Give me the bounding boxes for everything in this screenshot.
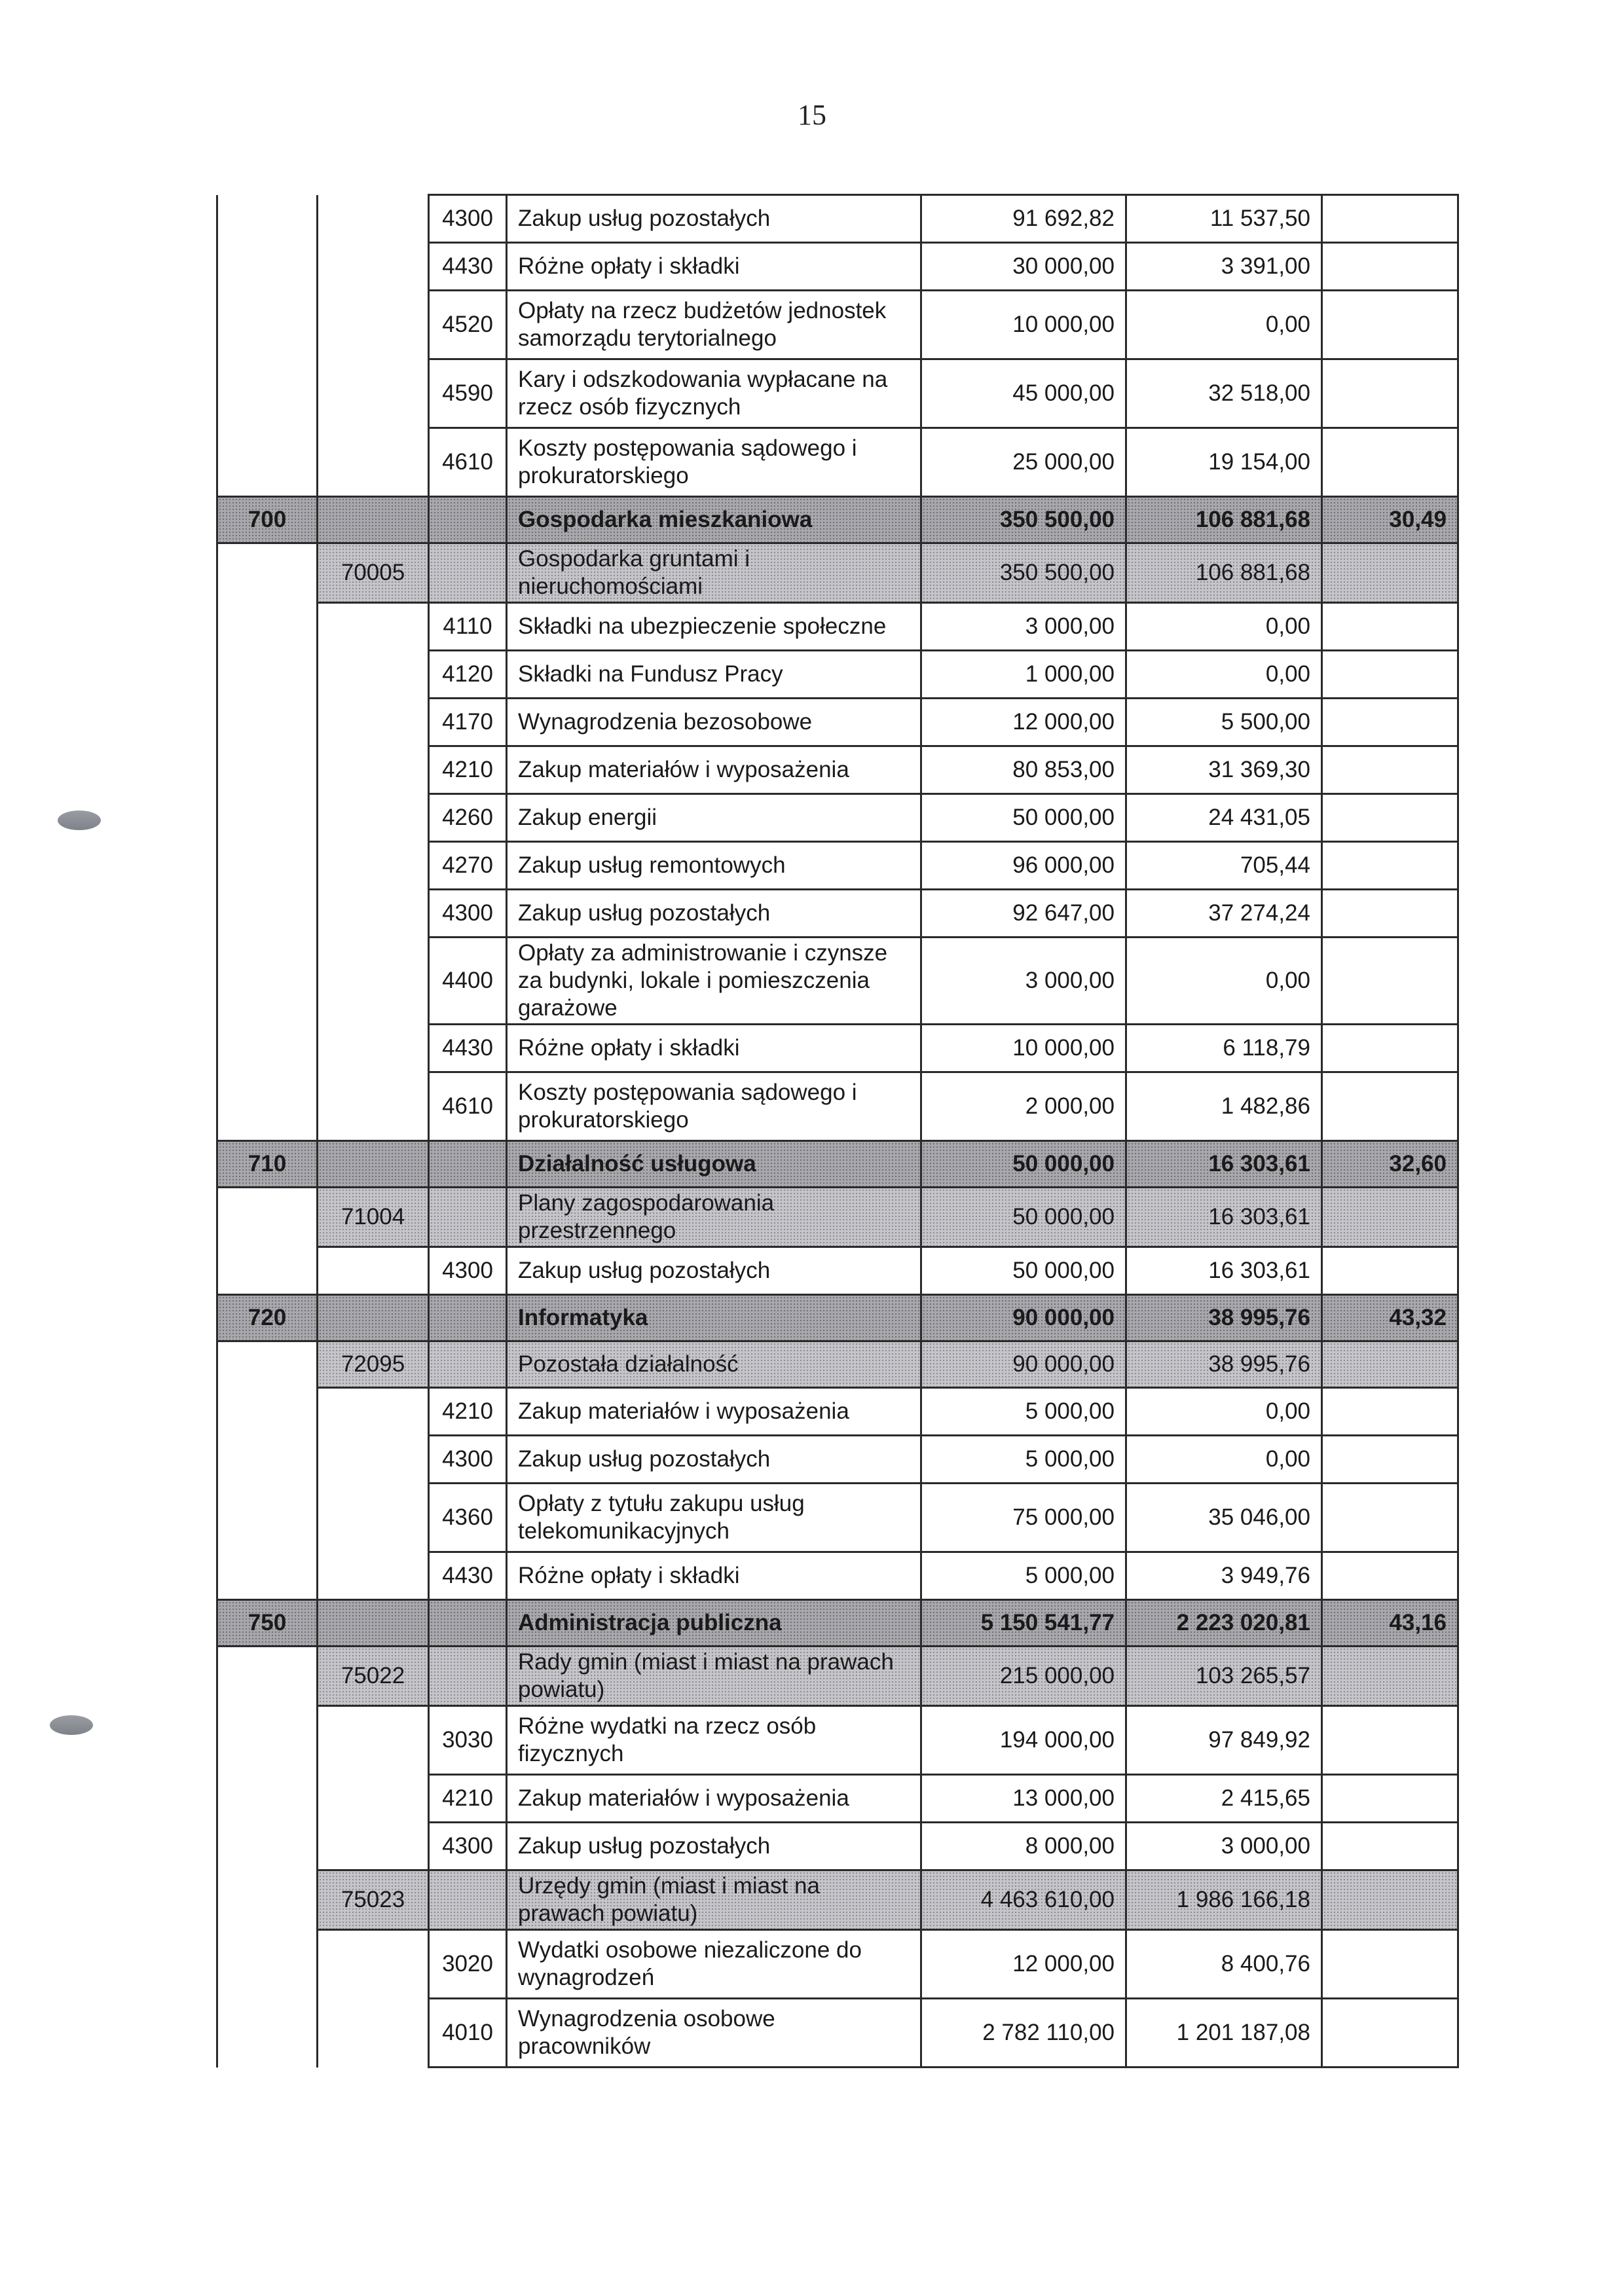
- rozdzial-name: Rady gmin (miast i miast na prawach powiatu): [507, 1647, 921, 1706]
- item-name: Wynagrodzenia osobowe pracowników: [507, 1999, 921, 2068]
- rozdzial-code: 75023: [318, 1870, 429, 1930]
- dzial-cell-empty: [217, 1484, 318, 1552]
- rozdzial-cell-empty: [318, 1295, 429, 1341]
- plan-amount: 90 000,00: [921, 1295, 1126, 1341]
- execution-amount: 11 537,50: [1126, 195, 1322, 243]
- rozdzial-cell-empty: [318, 1823, 429, 1870]
- paragraph-cell-empty: [429, 1141, 507, 1188]
- percent-cell: [1322, 359, 1458, 428]
- plan-amount: 12 000,00: [921, 699, 1126, 746]
- punch-hole-top: [58, 811, 101, 830]
- plan-amount: 5 000,00: [921, 1552, 1126, 1600]
- item-name: Zakup usług pozostałych: [507, 1823, 921, 1870]
- execution-amount: 3 391,00: [1126, 243, 1322, 291]
- execution-amount: 8 400,76: [1126, 1930, 1322, 1999]
- dzial-cell-empty: [217, 195, 318, 243]
- rozdzial-cell-empty: [318, 1484, 429, 1552]
- execution-amount: 5 500,00: [1126, 699, 1322, 746]
- percent-cell: [1322, 1706, 1458, 1775]
- percent-cell: [1322, 1072, 1458, 1141]
- paragraph-code: 4110: [429, 603, 507, 651]
- paragraph-code: 4430: [429, 243, 507, 291]
- item-name: Zakup materiałów i wyposażenia: [507, 746, 921, 794]
- dzial-row: [217, 1141, 1458, 1188]
- execution-amount: 2 415,65: [1126, 1775, 1322, 1823]
- rozdzial-cell-empty: [318, 1388, 429, 1436]
- paragraph-row: [217, 359, 1458, 428]
- execution-percent: 32,60: [1322, 1141, 1458, 1188]
- rozdzial-cell-empty: [318, 794, 429, 842]
- execution-amount: 6 118,79: [1126, 1025, 1322, 1072]
- paragraph-code: 4300: [429, 195, 507, 243]
- execution-amount: 37 274,24: [1126, 890, 1322, 938]
- paragraph-row: [217, 842, 1458, 890]
- execution-amount: 3 000,00: [1126, 1823, 1322, 1870]
- rozdzial-cell-empty: [318, 1141, 429, 1188]
- percent-cell: [1322, 699, 1458, 746]
- paragraph-code: 4300: [429, 890, 507, 938]
- dzial-code: 750: [217, 1600, 318, 1647]
- execution-amount: 1 201 187,08: [1126, 1999, 1322, 2068]
- rozdzial-cell-empty: [318, 746, 429, 794]
- percent-cell: [1322, 428, 1458, 497]
- dzial-cell-empty: [217, 842, 318, 890]
- plan-amount: 215 000,00: [921, 1647, 1126, 1706]
- paragraph-code: 4260: [429, 794, 507, 842]
- plan-amount: 350 500,00: [921, 497, 1126, 543]
- plan-amount: 50 000,00: [921, 794, 1126, 842]
- rozdzial-row: [217, 1188, 1458, 1247]
- plan-amount: 12 000,00: [921, 1930, 1126, 1999]
- item-name: Zakup usług pozostałych: [507, 1247, 921, 1295]
- dzial-cell-empty: [217, 1775, 318, 1823]
- execution-amount: 0,00: [1126, 1388, 1322, 1436]
- paragraph-code: 4210: [429, 746, 507, 794]
- paragraph-row: [217, 746, 1458, 794]
- paragraph-cell-empty: [429, 543, 507, 603]
- item-name: Różne opłaty i składki: [507, 1552, 921, 1600]
- execution-percent: 43,16: [1322, 1600, 1458, 1647]
- execution-amount: 31 369,30: [1126, 746, 1322, 794]
- paragraph-row: [217, 890, 1458, 938]
- plan-amount: 13 000,00: [921, 1775, 1126, 1823]
- paragraph-row: [217, 938, 1458, 1025]
- paragraph-cell-empty: [429, 1295, 507, 1341]
- rozdzial-cell-empty: [318, 1775, 429, 1823]
- percent-cell: [1322, 746, 1458, 794]
- rozdzial-cell-empty: [318, 1930, 429, 1999]
- paragraph-row: [217, 699, 1458, 746]
- rozdzial-cell-empty: [318, 1025, 429, 1072]
- budget-expenditure-table: [216, 194, 1459, 2068]
- plan-amount: 4 463 610,00: [921, 1870, 1126, 1930]
- percent-cell: [1322, 1436, 1458, 1484]
- paragraph-cell-empty: [429, 1341, 507, 1388]
- paragraph-row: [217, 428, 1458, 497]
- execution-percent: 30,49: [1322, 497, 1458, 543]
- item-name: Różne wydatki na rzecz osób fizycznych: [507, 1706, 921, 1775]
- percent-cell: [1322, 195, 1458, 243]
- dzial-name: Administracja publiczna: [507, 1600, 921, 1647]
- execution-percent: 43,32: [1322, 1295, 1458, 1341]
- dzial-cell-empty: [217, 1072, 318, 1141]
- item-name: Zakup usług pozostałych: [507, 195, 921, 243]
- rozdzial-cell-empty: [318, 651, 429, 699]
- punch-hole-bottom: [50, 1715, 93, 1735]
- dzial-cell-empty: [217, 794, 318, 842]
- dzial-cell-empty: [217, 1870, 318, 1930]
- rozdzial-cell-empty: [318, 195, 429, 243]
- paragraph-code: 4430: [429, 1552, 507, 1600]
- execution-amount: 0,00: [1126, 1436, 1322, 1484]
- rozdzial-cell-empty: [318, 1552, 429, 1600]
- percent-cell: [1322, 1025, 1458, 1072]
- percent-cell: [1322, 1341, 1458, 1388]
- plan-amount: 96 000,00: [921, 842, 1126, 890]
- paragraph-row: [217, 651, 1458, 699]
- dzial-cell-empty: [217, 603, 318, 651]
- paragraph-row: [217, 1388, 1458, 1436]
- item-name: Koszty postępowania sądowego i prokuratorskiego: [507, 428, 921, 497]
- dzial-code: 710: [217, 1141, 318, 1188]
- rozdzial-row: [217, 1341, 1458, 1388]
- percent-cell: [1322, 1484, 1458, 1552]
- rozdzial-cell-empty: [318, 1072, 429, 1141]
- rozdzial-name: Plany zagospodarowania przestrzennego: [507, 1188, 921, 1247]
- plan-amount: 3 000,00: [921, 938, 1126, 1025]
- dzial-cell-empty: [217, 1247, 318, 1295]
- percent-cell: [1322, 651, 1458, 699]
- percent-cell: [1322, 1188, 1458, 1247]
- paragraph-row: [217, 1436, 1458, 1484]
- paragraph-code: 4430: [429, 1025, 507, 1072]
- paragraph-row: [217, 1775, 1458, 1823]
- paragraph-code: 4400: [429, 938, 507, 1025]
- execution-amount: 38 995,76: [1126, 1341, 1322, 1388]
- rozdzial-name: Urzędy gmin (miast i miast na prawach powiatu): [507, 1870, 921, 1930]
- rozdzial-cell-empty: [318, 1999, 429, 2068]
- rozdzial-cell-empty: [318, 1436, 429, 1484]
- plan-amount: 25 000,00: [921, 428, 1126, 497]
- plan-amount: 50 000,00: [921, 1247, 1126, 1295]
- paragraph-code: 4590: [429, 359, 507, 428]
- plan-amount: 10 000,00: [921, 1025, 1126, 1072]
- dzial-cell-empty: [217, 1823, 318, 1870]
- plan-amount: 5 000,00: [921, 1388, 1126, 1436]
- rozdzial-cell-empty: [318, 497, 429, 543]
- execution-amount: 106 881,68: [1126, 497, 1322, 543]
- paragraph-code: 4300: [429, 1823, 507, 1870]
- rozdzial-code: 75022: [318, 1647, 429, 1706]
- plan-amount: 92 647,00: [921, 890, 1126, 938]
- dzial-code: 700: [217, 497, 318, 543]
- item-name: Składki na ubezpieczenie społeczne: [507, 603, 921, 651]
- item-name: Zakup usług pozostałych: [507, 890, 921, 938]
- item-name: Różne opłaty i składki: [507, 243, 921, 291]
- plan-amount: 3 000,00: [921, 603, 1126, 651]
- paragraph-code: 4610: [429, 1072, 507, 1141]
- paragraph-code: 4010: [429, 1999, 507, 2068]
- percent-cell: [1322, 890, 1458, 938]
- item-name: Zakup energii: [507, 794, 921, 842]
- rozdzial-cell-empty: [318, 842, 429, 890]
- rozdzial-cell-empty: [318, 1247, 429, 1295]
- dzial-cell-empty: [217, 1706, 318, 1775]
- paragraph-code: 4120: [429, 651, 507, 699]
- execution-amount: 16 303,61: [1126, 1188, 1322, 1247]
- item-name: Kary i odszkodowania wypłacane na rzecz osób fizycznych: [507, 359, 921, 428]
- paragraph-row: [217, 1930, 1458, 1999]
- item-name: Opłaty na rzecz budżetów jednostek samorządu terytorialnego: [507, 291, 921, 359]
- dzial-cell-empty: [217, 1025, 318, 1072]
- plan-amount: 10 000,00: [921, 291, 1126, 359]
- paragraph-row: [217, 1484, 1458, 1552]
- paragraph-cell-empty: [429, 497, 507, 543]
- paragraph-cell-empty: [429, 1600, 507, 1647]
- paragraph-cell-empty: [429, 1188, 507, 1247]
- dzial-cell-empty: [217, 1999, 318, 2068]
- item-name: Koszty postępowania sądowego i prokuratorskiego: [507, 1072, 921, 1141]
- percent-cell: [1322, 291, 1458, 359]
- plan-amount: 50 000,00: [921, 1188, 1126, 1247]
- paragraph-code: 4300: [429, 1436, 507, 1484]
- rozdzial-cell-empty: [318, 359, 429, 428]
- plan-amount: 30 000,00: [921, 243, 1126, 291]
- item-name: Składki na Fundusz Pracy: [507, 651, 921, 699]
- execution-amount: 38 995,76: [1126, 1295, 1322, 1341]
- item-name: Opłaty z tytułu zakupu usług telekomunikacyjnych: [507, 1484, 921, 1552]
- rozdzial-code: 72095: [318, 1341, 429, 1388]
- execution-amount: 0,00: [1126, 938, 1322, 1025]
- item-name: Opłaty za administrowanie i czynsze za budynki, lokale i pomieszczenia garażowe: [507, 938, 921, 1025]
- plan-amount: 1 000,00: [921, 651, 1126, 699]
- percent-cell: [1322, 1552, 1458, 1600]
- execution-amount: 2 223 020,81: [1126, 1600, 1322, 1647]
- percent-cell: [1322, 1930, 1458, 1999]
- rozdzial-code: 70005: [318, 543, 429, 603]
- paragraph-row: [217, 1706, 1458, 1775]
- rozdzial-cell-empty: [318, 1600, 429, 1647]
- rozdzial-cell-empty: [318, 243, 429, 291]
- paragraph-cell-empty: [429, 1647, 507, 1706]
- dzial-cell-empty: [217, 1552, 318, 1600]
- plan-amount: 2 000,00: [921, 1072, 1126, 1141]
- dzial-cell-empty: [217, 1647, 318, 1706]
- paragraph-code: 4170: [429, 699, 507, 746]
- dzial-code: 720: [217, 1295, 318, 1341]
- paragraph-code: 3020: [429, 1930, 507, 1999]
- plan-amount: 45 000,00: [921, 359, 1126, 428]
- plan-amount: 75 000,00: [921, 1484, 1126, 1552]
- rozdzial-cell-empty: [318, 428, 429, 497]
- paragraph-code: 4210: [429, 1388, 507, 1436]
- percent-cell: [1322, 1823, 1458, 1870]
- dzial-cell-empty: [217, 1930, 318, 1999]
- item-name: Zakup usług remontowych: [507, 842, 921, 890]
- paragraph-code: 4610: [429, 428, 507, 497]
- item-name: Wydatki osobowe niezaliczone do wynagrodzeń: [507, 1930, 921, 1999]
- paragraph-code: 3030: [429, 1706, 507, 1775]
- dzial-row: [217, 1600, 1458, 1647]
- dzial-cell-empty: [217, 1188, 318, 1247]
- execution-amount: 705,44: [1126, 842, 1322, 890]
- dzial-cell-empty: [217, 1436, 318, 1484]
- dzial-name: Informatyka: [507, 1295, 921, 1341]
- percent-cell: [1322, 938, 1458, 1025]
- rozdzial-cell-empty: [318, 699, 429, 746]
- percent-cell: [1322, 1870, 1458, 1930]
- plan-amount: 5 150 541,77: [921, 1600, 1126, 1647]
- paragraph-row: [217, 291, 1458, 359]
- dzial-row: [217, 497, 1458, 543]
- dzial-cell-empty: [217, 699, 318, 746]
- percent-cell: [1322, 543, 1458, 603]
- page-number: 15: [798, 99, 826, 131]
- paragraph-code: 4270: [429, 842, 507, 890]
- paragraph-row: [217, 1999, 1458, 2068]
- dzial-cell-empty: [217, 651, 318, 699]
- paragraph-row: [217, 195, 1458, 243]
- dzial-cell-empty: [217, 359, 318, 428]
- execution-amount: 97 849,92: [1126, 1706, 1322, 1775]
- item-name: Zakup materiałów i wyposażenia: [507, 1775, 921, 1823]
- percent-cell: [1322, 1247, 1458, 1295]
- execution-amount: 1 482,86: [1126, 1072, 1322, 1141]
- rozdzial-name: Gospodarka gruntami i nieruchomościami: [507, 543, 921, 603]
- dzial-cell-empty: [217, 890, 318, 938]
- dzial-cell-empty: [217, 746, 318, 794]
- plan-amount: 90 000,00: [921, 1341, 1126, 1388]
- plan-amount: 91 692,82: [921, 195, 1126, 243]
- execution-amount: 3 949,76: [1126, 1552, 1322, 1600]
- rozdzial-name: Pozostała działalność: [507, 1341, 921, 1388]
- dzial-cell-empty: [217, 543, 318, 603]
- plan-amount: 5 000,00: [921, 1436, 1126, 1484]
- dzial-cell-empty: [217, 291, 318, 359]
- rozdzial-cell-empty: [318, 603, 429, 651]
- execution-amount: 19 154,00: [1126, 428, 1322, 497]
- plan-amount: 194 000,00: [921, 1706, 1126, 1775]
- dzial-cell-empty: [217, 938, 318, 1025]
- execution-amount: 0,00: [1126, 651, 1322, 699]
- paragraph-code: 4300: [429, 1247, 507, 1295]
- plan-amount: 2 782 110,00: [921, 1999, 1126, 2068]
- dzial-cell-empty: [217, 1341, 318, 1388]
- execution-amount: 0,00: [1126, 603, 1322, 651]
- execution-amount: 16 303,61: [1126, 1141, 1322, 1188]
- paragraph-row: [217, 1072, 1458, 1141]
- paragraph-row: [217, 1247, 1458, 1295]
- item-name: Zakup usług pozostałych: [507, 1436, 921, 1484]
- paragraph-row: [217, 794, 1458, 842]
- plan-amount: 50 000,00: [921, 1141, 1126, 1188]
- execution-amount: 0,00: [1126, 291, 1322, 359]
- percent-cell: [1322, 1999, 1458, 2068]
- execution-amount: 24 431,05: [1126, 794, 1322, 842]
- dzial-name: Gospodarka mieszkaniowa: [507, 497, 921, 543]
- rozdzial-cell-empty: [318, 890, 429, 938]
- paragraph-code: 4520: [429, 291, 507, 359]
- execution-amount: 32 518,00: [1126, 359, 1322, 428]
- paragraph-cell-empty: [429, 1870, 507, 1930]
- percent-cell: [1322, 603, 1458, 651]
- plan-amount: 350 500,00: [921, 543, 1126, 603]
- rozdzial-row: [217, 1647, 1458, 1706]
- execution-amount: 1 986 166,18: [1126, 1870, 1322, 1930]
- item-name: Różne opłaty i składki: [507, 1025, 921, 1072]
- rozdzial-row: [217, 543, 1458, 603]
- paragraph-row: [217, 1823, 1458, 1870]
- plan-amount: 8 000,00: [921, 1823, 1126, 1870]
- percent-cell: [1322, 842, 1458, 890]
- paragraph-code: 4210: [429, 1775, 507, 1823]
- rozdzial-cell-empty: [318, 291, 429, 359]
- dzial-cell-empty: [217, 243, 318, 291]
- paragraph-row: [217, 243, 1458, 291]
- execution-amount: 35 046,00: [1126, 1484, 1322, 1552]
- dzial-name: Działalność usługowa: [507, 1141, 921, 1188]
- paragraph-row: [217, 603, 1458, 651]
- dzial-row: [217, 1295, 1458, 1341]
- item-name: Wynagrodzenia bezosobowe: [507, 699, 921, 746]
- dzial-cell-empty: [217, 1388, 318, 1436]
- percent-cell: [1322, 243, 1458, 291]
- execution-amount: 16 303,61: [1126, 1247, 1322, 1295]
- rozdzial-cell-empty: [318, 1706, 429, 1775]
- paragraph-code: 4360: [429, 1484, 507, 1552]
- percent-cell: [1322, 794, 1458, 842]
- paragraph-row: [217, 1025, 1458, 1072]
- percent-cell: [1322, 1647, 1458, 1706]
- percent-cell: [1322, 1775, 1458, 1823]
- execution-amount: 103 265,57: [1126, 1647, 1322, 1706]
- plan-amount: 80 853,00: [921, 746, 1126, 794]
- execution-amount: 106 881,68: [1126, 543, 1322, 603]
- rozdzial-code: 71004: [318, 1188, 429, 1247]
- rozdzial-cell-empty: [318, 938, 429, 1025]
- paragraph-row: [217, 1552, 1458, 1600]
- rozdzial-row: [217, 1870, 1458, 1930]
- percent-cell: [1322, 1388, 1458, 1436]
- dzial-cell-empty: [217, 428, 318, 497]
- item-name: Zakup materiałów i wyposażenia: [507, 1388, 921, 1436]
